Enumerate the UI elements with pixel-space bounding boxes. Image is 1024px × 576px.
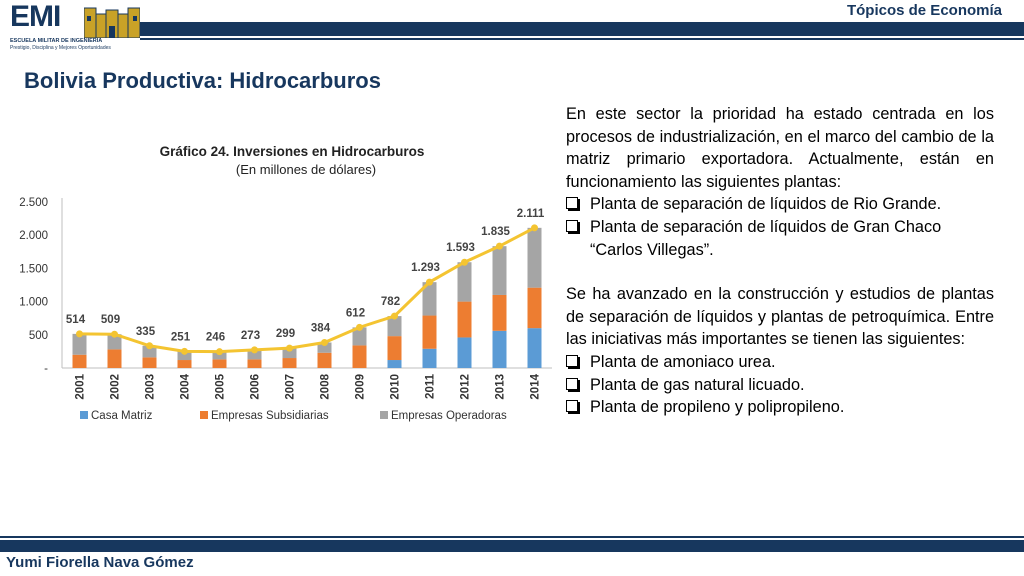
total-label-2006: 273 (240, 329, 261, 342)
total-point-2011 (426, 279, 433, 286)
author-name: Yumi Fiorella Nava Gómez (6, 554, 194, 571)
chart-title: Gráfico 24. Inversiones en Hidrocarburos (159, 144, 425, 159)
x-tick-label: 2013 (494, 374, 507, 400)
total-point-2010 (391, 313, 398, 320)
bar-empresas-subsidiarias-2011 (423, 316, 437, 349)
bar-empresas-subsidiarias-2013 (493, 295, 507, 331)
total-point-2007 (286, 345, 293, 352)
legend-swatch-1 (200, 411, 208, 419)
total-point-2013 (496, 243, 503, 250)
checkbox-bullet-icon (566, 378, 578, 390)
total-point-2005 (216, 348, 223, 355)
x-tick-label: 2001 (74, 374, 87, 400)
footer-line (0, 536, 1024, 538)
bar-empresas-subsidiarias-2003 (143, 357, 157, 368)
legend-label: Casa Matriz (91, 410, 153, 422)
total-point-2014 (531, 224, 538, 231)
total-label-2003: 335 (135, 325, 156, 338)
bar-casa-matriz-2014 (528, 328, 542, 368)
x-tick-label: 2008 (319, 374, 332, 400)
total-label-2004: 251 (170, 331, 191, 344)
x-tick-label: 2004 (179, 374, 192, 400)
header-bar (140, 22, 1024, 36)
total-point-2009 (356, 324, 363, 331)
x-tick-label: 2007 (284, 374, 297, 400)
bar-empresas-subsidiarias-2004 (178, 360, 192, 368)
list-item: Planta de separación de líquidos de Rio Grande. (566, 193, 994, 216)
checkbox-bullet-icon (566, 355, 578, 367)
total-point-2001 (76, 330, 83, 337)
footer-bar (0, 540, 1024, 552)
chart-svg (0, 130, 560, 440)
total-label-2001: 514 (65, 313, 86, 326)
x-tick-label: 2010 (389, 374, 402, 400)
total-label-2014: 2.111 (516, 207, 545, 220)
x-tick-label: 2006 (249, 374, 262, 400)
total-point-2002 (111, 331, 118, 338)
total-label-2008: 384 (310, 322, 331, 335)
bar-empresas-subsidiarias-2010 (388, 336, 402, 360)
checkbox-bullet-icon (566, 400, 578, 412)
total-label-2012: 1.593 (446, 242, 475, 255)
bar-empresas-operadoras-2014 (528, 228, 542, 288)
x-tick-label: 2011 (424, 374, 437, 399)
y-tick-label: 1.500 (19, 263, 48, 276)
investment-chart (0, 130, 560, 440)
y-tick-label: 2.000 (19, 230, 48, 243)
total-point-2004 (181, 348, 188, 355)
logo-text: EMI (10, 0, 61, 33)
header-line (140, 38, 1024, 40)
bar-empresas-subsidiarias-2014 (528, 288, 542, 329)
bar-empresas-subsidiarias-2002 (108, 349, 122, 368)
list-item: Planta de gas natural licuado. (566, 374, 994, 397)
checkbox-bullet-icon (566, 197, 578, 209)
total-label-2013: 1.835 (481, 226, 510, 239)
x-tick-label: 2014 (529, 374, 542, 400)
legend-label: Empresas Operadoras (391, 410, 507, 422)
total-label-2002: 509 (100, 314, 121, 327)
legend-label: Empresas Subsidiarias (211, 410, 329, 422)
intro-paragraph: En este sector la prioridad ha estado centrada en los procesos de industrialización, en el marco del cambio de la matriz primario exportadora. Actualmente, están en funcionamiento las siguientes plantas: (566, 105, 994, 191)
bar-casa-matriz-2013 (493, 331, 507, 368)
y-tick-label: 1.000 (19, 296, 48, 309)
emi-logo (8, 0, 138, 51)
y-tick-label: - (44, 363, 48, 375)
bar-empresas-subsidiarias-2005 (213, 359, 227, 368)
y-tick-label: 2.500 (19, 197, 48, 209)
y-tick-label: 500 (28, 329, 48, 342)
total-point-2006 (251, 346, 258, 353)
bar-empresas-subsidiarias-2009 (353, 345, 367, 368)
logo-motto: Prestigio, Disciplina y Mejores Oportunidades (10, 45, 111, 51)
initiatives-list (566, 351, 994, 419)
bar-empresas-operadoras-2012 (458, 262, 472, 301)
x-tick-label: 2002 (109, 374, 122, 400)
total-point-2012 (461, 259, 468, 266)
bar-empresas-subsidiarias-2008 (318, 353, 332, 368)
legend-swatch-0 (80, 411, 88, 419)
total-label-2011: 1.293 (411, 262, 440, 275)
bar-casa-matriz-2012 (458, 337, 472, 368)
total-point-2003 (146, 342, 153, 349)
x-tick-label: 2003 (144, 374, 157, 400)
bar-empresas-subsidiarias-2012 (458, 302, 472, 338)
course-title: Tópicos de Economía (846, 2, 1002, 19)
slide-title: Bolivia Productiva: Hidrocarburos (24, 68, 381, 93)
logo-subtitle: ESCUELA MILITAR DE INGENIERIA (10, 38, 103, 44)
checkbox-bullet-icon (566, 220, 578, 232)
advance-paragraph: Se ha avanzado en la construcción y estudios de plantas de separación de líquidos y plantas de petroquímica. Entre las iniciativas más importantes se tienen las siguientes: (566, 285, 994, 349)
description-panel (566, 103, 994, 419)
total-label-2010: 782 (380, 296, 401, 309)
legend-swatch-2 (380, 411, 388, 419)
list-item: Planta de separación de líquidos de Gran Chaco “Carlos Villegas”. (566, 216, 994, 261)
bar-empresas-subsidiarias-2001 (73, 355, 87, 368)
plants-list (566, 193, 994, 261)
castle-icon (84, 6, 140, 38)
bar-empresas-subsidiarias-2007 (283, 358, 297, 368)
bar-casa-matriz-2011 (423, 349, 437, 368)
total-label-2009: 612 (345, 307, 366, 320)
list-item: Planta de amoniaco urea. (566, 351, 994, 374)
bar-casa-matriz-2010 (388, 360, 402, 368)
bar-empresas-operadoras-2013 (493, 246, 507, 295)
chart-subtitle: (En millones de dólares) (235, 162, 377, 177)
total-point-2008 (321, 339, 328, 346)
total-label-2007: 299 (275, 328, 296, 341)
total-label-2005: 246 (205, 331, 226, 344)
x-tick-label: 2009 (354, 374, 367, 400)
x-tick-label: 2012 (459, 374, 472, 400)
x-tick-label: 2005 (214, 374, 227, 400)
bar-empresas-subsidiarias-2006 (248, 359, 262, 368)
list-item: Planta de propileno y polipropileno. (566, 396, 994, 419)
